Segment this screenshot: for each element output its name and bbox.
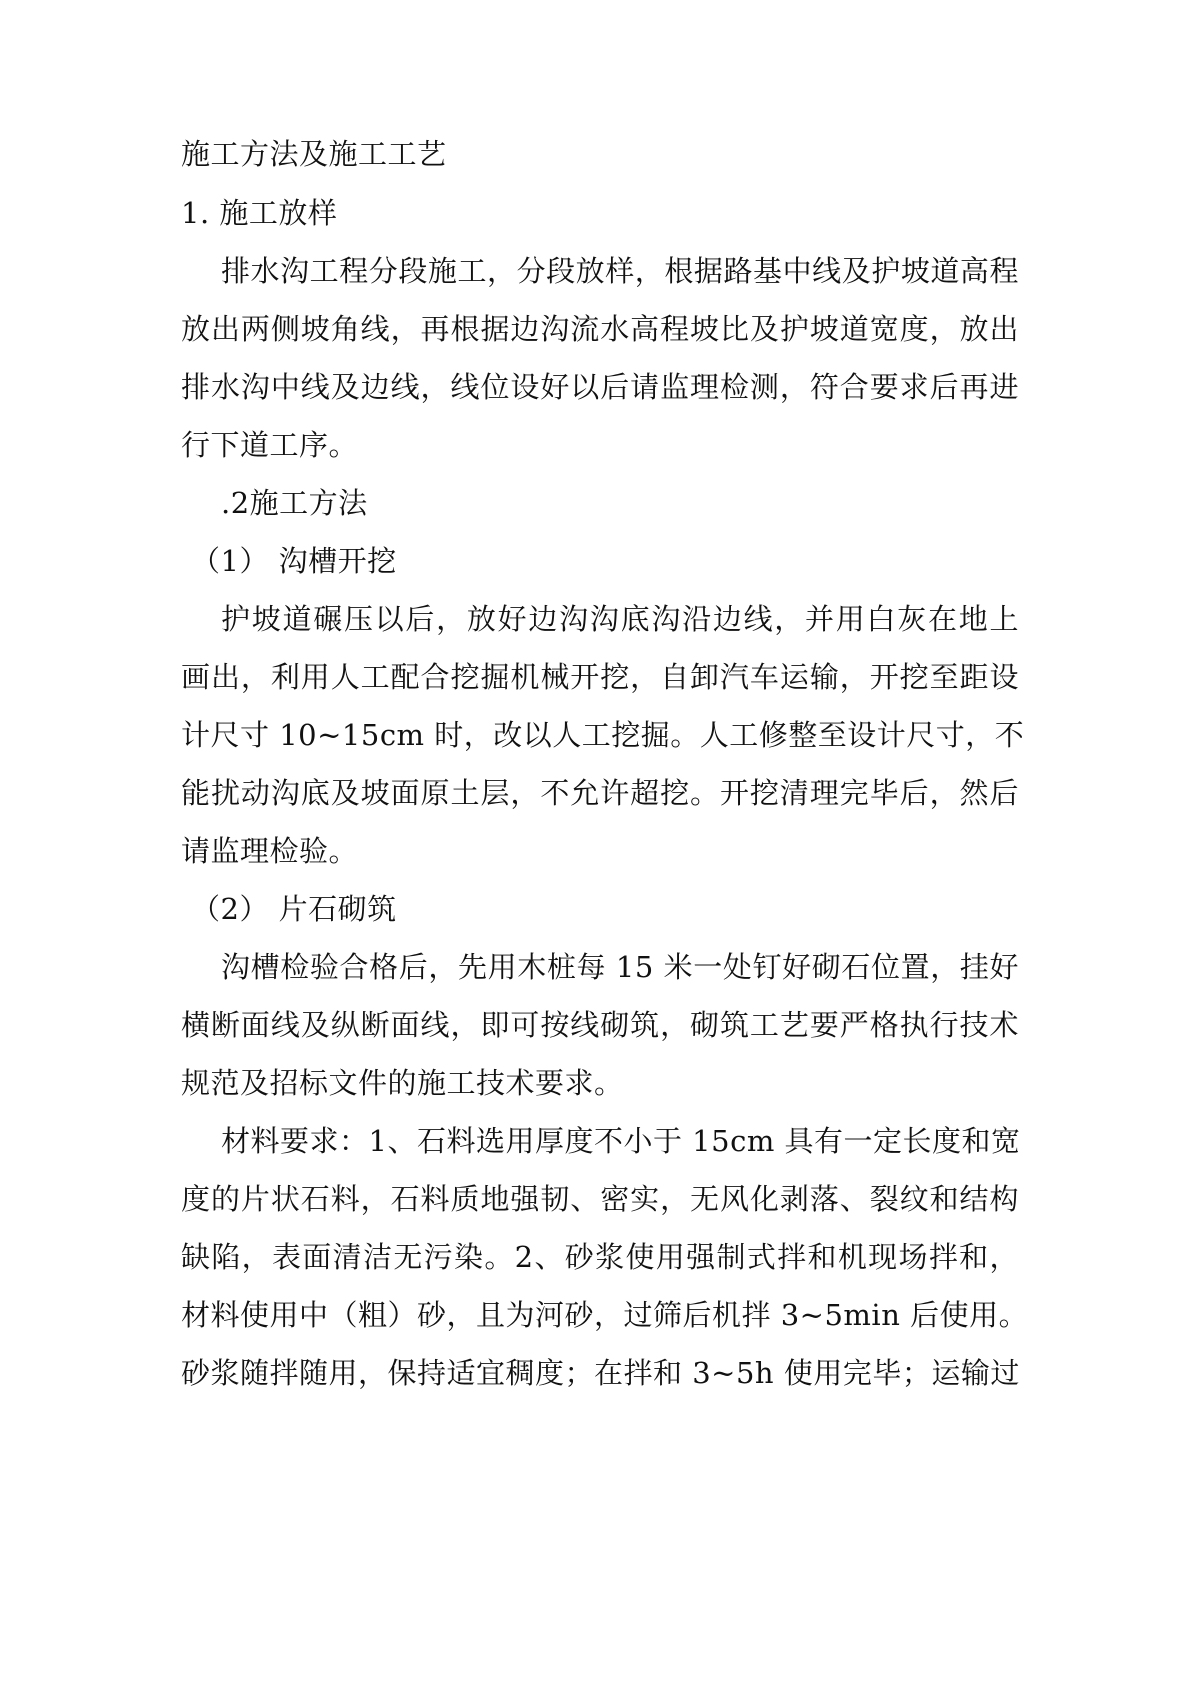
- paragraph-line: 放出两侧坡角线，再根据边沟流水高程坡比及护坡道宽度，放出: [181, 312, 1019, 346]
- paragraph-line: 护坡道碾压以后，放好边沟沟底沟沿边线，并用白灰在地上: [221, 602, 1019, 636]
- paragraph-line: 能扰动沟底及坡面原土层，不允许超挖。开挖清理完毕后，然后: [181, 776, 1019, 810]
- paragraph-line: 度的片状石料，石料质地强韧、密实，无风化剥落、裂纹和结构: [181, 1182, 1019, 1216]
- paragraph-line: 请监理检验。: [181, 834, 359, 868]
- paragraph-line: 行下道工序。: [181, 428, 359, 462]
- subsection-heading-1: （1） 沟槽开挖: [191, 544, 397, 578]
- paragraph-line: 砂浆随拌随用，保持适宜稠度；在拌和 3~5h 使用完毕；运输过: [181, 1356, 1020, 1390]
- paragraph-line: 材料要求：1、石料选用厚度不小于 15cm 具有一定长度和宽: [221, 1124, 1021, 1158]
- paragraph-line: 计尺寸 10~15cm 时，改以人工挖掘。人工修整至设计尺寸，不: [181, 718, 1025, 752]
- paragraph-line: 横断面线及纵断面线，即可按线砌筑，砌筑工艺要严格执行技术: [181, 1008, 1019, 1042]
- paragraph-line: 排水沟工程分段施工，分段放样，根据路基中线及护坡道高程: [221, 254, 1019, 288]
- subsection-heading-2: （2） 片石砌筑: [191, 892, 397, 926]
- paragraph-line: 沟槽检验合格后，先用木桩每 15 米一处钉好砌石位置，挂好: [221, 950, 1019, 984]
- document-page: [181, 0, 1029, 1684]
- paragraph-line: 排水沟中线及边线，线位设好以后请监理检测，符合要求后再进: [181, 370, 1019, 404]
- paragraph-line: 材料使用中（粗）砂，且为河砂，过筛后机拌 3~5min 后使用。: [181, 1298, 1029, 1332]
- paragraph-line: 画出，利用人工配合挖掘机械开挖，自卸汽车运输，开挖至距设: [181, 660, 1019, 694]
- section-heading-2: .2施工方法: [221, 486, 368, 520]
- section-heading-1: 1. 施工放样: [181, 196, 338, 230]
- paragraph-line: 缺陷，表面清洁无污染。2、砂浆使用强制式拌和机现场拌和，: [181, 1240, 1019, 1274]
- paragraph-line: 规范及招标文件的施工技术要求。: [181, 1066, 624, 1100]
- document-title: 施工方法及施工工艺: [181, 137, 447, 171]
